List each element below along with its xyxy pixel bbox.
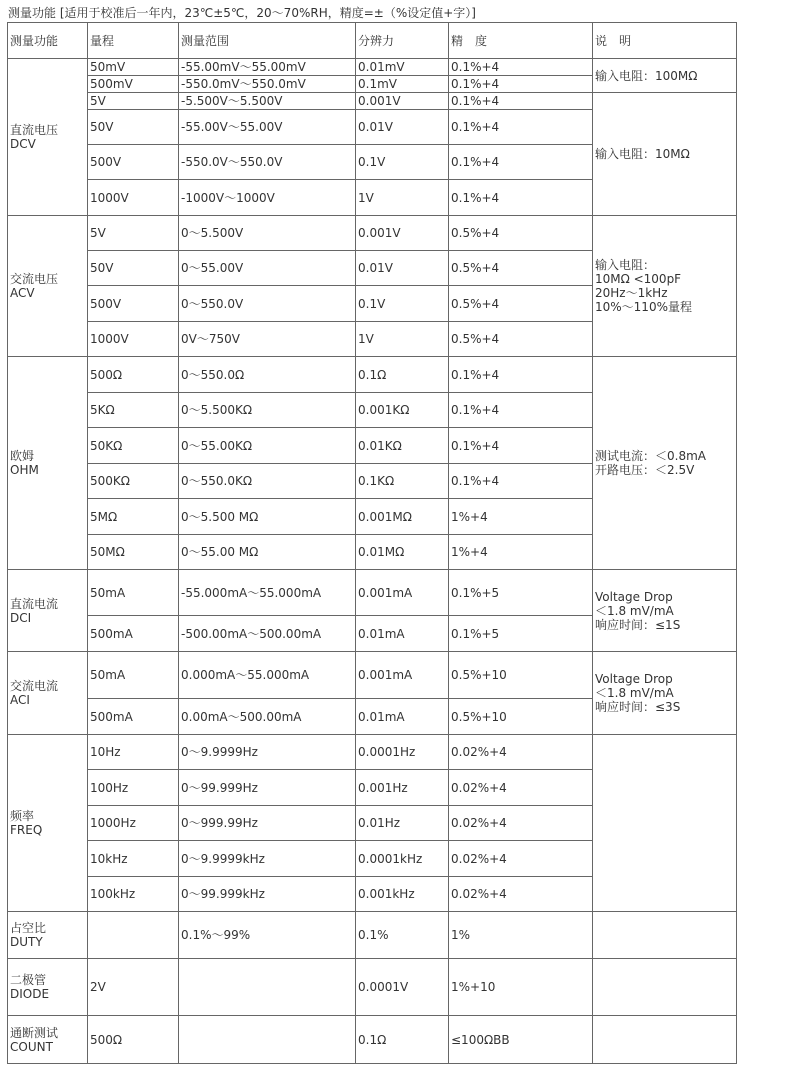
cell-measure: 0.000mA～55.000mA [179, 652, 356, 699]
table-row [8, 652, 737, 699]
dcv-note-1: 输入电阻：100MΩ [593, 59, 737, 93]
cell-resolution: 0.001V [356, 216, 449, 251]
cell-accuracy: 0.02%+4 [449, 735, 593, 770]
cell-accuracy: 0.1%+4 [449, 393, 593, 428]
cell-measure: 0～99.999Hz [179, 770, 356, 806]
cell-range: 2V [88, 959, 179, 1016]
table-caption: 测量功能 [适用于校准后一年内，23℃±5℃，20～70%RH，精度=±（%设定值+字）] [8, 6, 476, 20]
cell-notes [593, 912, 737, 959]
cell-notes [593, 1016, 737, 1064]
duty-name-cn: 占空比 [10, 921, 47, 935]
cell-accuracy: 0.5%+4 [449, 216, 593, 251]
cell-accuracy: 0.5%+4 [449, 322, 593, 357]
cell-accuracy: 1% [449, 912, 593, 959]
cell-resolution: 0.0001kHz [356, 841, 449, 877]
header-function: 测量功能 [8, 23, 88, 59]
ohm-name-cn: 欧姆 [10, 449, 35, 463]
cell-measure: -1000V～1000V [179, 180, 356, 216]
cell-resolution: 0.0001V [356, 959, 449, 1016]
cell-resolution: 0.01KΩ [356, 428, 449, 464]
cell-measure: 0～5.500KΩ [179, 393, 356, 428]
cell-range: 50MΩ [88, 535, 179, 570]
ohm-name-en: OHM [10, 463, 39, 477]
cell-range: 5KΩ [88, 393, 179, 428]
acv-note-line: 输入电阻： [595, 258, 656, 272]
cell-accuracy: ≤100ΩBB [449, 1016, 593, 1064]
cell-resolution: 0.1Ω [356, 1016, 449, 1064]
cell-accuracy: 1%+10 [449, 959, 593, 1016]
cell-range: 5V [88, 93, 179, 110]
cell-resolution: 0.1mV [356, 76, 449, 93]
header-accuracy: 精 度 [449, 23, 593, 59]
cell-resolution: 0.1V [356, 145, 449, 180]
cell-range: 500KΩ [88, 464, 179, 499]
cell-accuracy: 0.1%+4 [449, 357, 593, 393]
cell-range: 500V [88, 145, 179, 180]
aci-note-line: 响应时间：≤3S [595, 700, 681, 714]
acv-name-en: ACV [10, 286, 35, 300]
cell-measure: -500.00mA～500.00mA [179, 616, 356, 652]
table-row [8, 735, 737, 770]
cell-resolution: 1V [356, 180, 449, 216]
aci-note-line: Voltage Drop [595, 672, 673, 686]
dci-note-line: 响应时间：≤1S [595, 617, 681, 632]
cell-range: 50V [88, 251, 179, 286]
dci-name-en: DCI [10, 610, 32, 625]
spec-table [7, 22, 737, 1064]
cell-accuracy: 0.1%+4 [449, 145, 593, 180]
diode-label [8, 959, 88, 1016]
cell-accuracy: 0.02%+4 [449, 877, 593, 912]
cell-accuracy: 0.1%+5 [449, 570, 593, 616]
cell-resolution: 0.01V [356, 110, 449, 145]
ohm-note-line: 测试电流：＜0.8mA [595, 449, 706, 463]
table-row [8, 93, 737, 110]
cell-range: 1000Hz [88, 806, 179, 841]
cell-resolution: 0.001Hz [356, 770, 449, 806]
cell-accuracy: 0.02%+4 [449, 770, 593, 806]
cell-measure: 0.00mA～500.00mA [179, 699, 356, 735]
cell-accuracy: 0.5%+4 [449, 286, 593, 322]
header-measure: 测量范围 [179, 23, 356, 59]
cell-range: 10Hz [88, 735, 179, 770]
dcv-note-2: 输入电阻：10MΩ [593, 93, 737, 216]
ohm-note-line: 开路电压：＜2.5V [595, 463, 695, 477]
table-row [8, 912, 737, 959]
cell-accuracy: 0.1%+4 [449, 110, 593, 145]
cell-measure: 0～55.00 MΩ [179, 535, 356, 570]
cell-accuracy: 0.1%+4 [449, 180, 593, 216]
cell-accuracy: 0.02%+4 [449, 806, 593, 841]
diode-name-cn: 二极管 [10, 973, 47, 987]
count-label [8, 1016, 88, 1064]
table-row [8, 59, 737, 76]
cell-accuracy: 0.1%+4 [449, 59, 593, 76]
cell-measure: 0～550.0Ω [179, 357, 356, 393]
dci-name-cn: 直流电流 [10, 596, 59, 611]
cell-resolution: 0.001kHz [356, 877, 449, 912]
cell-resolution: 0.0001Hz [356, 735, 449, 770]
freq-name-en: FREQ [10, 823, 43, 837]
ohm-note [593, 357, 737, 570]
cell-measure: -55.00mV～55.00mV [179, 59, 356, 76]
cell-measure: -55.000mA～55.000mA [179, 570, 356, 616]
freq-label [8, 735, 88, 912]
aci-note [593, 652, 737, 735]
cell-accuracy: 1%+4 [449, 535, 593, 570]
cell-accuracy: 0.5%+10 [449, 699, 593, 735]
cell-measure: 0V～750V [179, 322, 356, 357]
cell-notes [593, 959, 737, 1016]
cell-resolution: 0.01mA [356, 616, 449, 652]
cell-resolution: 0.001KΩ [356, 393, 449, 428]
cell-range: 5V [88, 216, 179, 251]
cell-measure: 0～55.00KΩ [179, 428, 356, 464]
cell-measure: 0～999.99Hz [179, 806, 356, 841]
cell-resolution: 0.001MΩ [356, 499, 449, 535]
cell-accuracy: 0.5%+10 [449, 652, 593, 699]
dcv-name-cn: 直流电压 [10, 123, 59, 137]
aci-note-line: ＜1.8 mV/mA [595, 686, 674, 700]
cell-range: 100kHz [88, 877, 179, 912]
cell-measure: -550.0V～550.0V [179, 145, 356, 180]
cell-range: 500Ω [88, 1016, 179, 1064]
cell-measure: 0～55.00V [179, 251, 356, 286]
dcv-name-en: DCV [10, 137, 36, 151]
cell-accuracy: 0.1%+4 [449, 464, 593, 499]
cell-measure: 0～550.0KΩ [179, 464, 356, 499]
cell-accuracy: 0.1%+4 [449, 93, 593, 110]
cell-resolution: 0.01Hz [356, 806, 449, 841]
cell-range: 500mV [88, 76, 179, 93]
cell-resolution: 0.1KΩ [356, 464, 449, 499]
cell-measure: 0～550.0V [179, 286, 356, 322]
aci-name-cn: 交流电流 [10, 679, 59, 693]
freq-note [593, 735, 737, 912]
header-range: 量程 [88, 23, 179, 59]
cell-measure: 0～99.999kHz [179, 877, 356, 912]
cell-resolution: 0.01V [356, 251, 449, 286]
acv-note-line: 10%～110%量程 [595, 300, 692, 314]
cell-range: 50mA [88, 652, 179, 699]
dci-note-line: ＜1.8 mV/mA [595, 603, 674, 618]
cell-accuracy: 0.02%+4 [449, 841, 593, 877]
dci-label [8, 570, 88, 652]
cell-range: 50mV [88, 59, 179, 76]
cell-resolution: 0.01MΩ [356, 535, 449, 570]
acv-note-line: 20Hz～1kHz [595, 286, 668, 300]
table-row [8, 357, 737, 393]
cell-measure: -5.500V～5.500V [179, 93, 356, 110]
acv-label [8, 216, 88, 357]
cell-measure: 0～5.500 MΩ [179, 499, 356, 535]
cell-measure: 0～9.9999kHz [179, 841, 356, 877]
diode-name-en: DIODE [10, 987, 50, 1001]
acv-name-cn: 交流电压 [10, 272, 59, 286]
table-row [8, 1016, 737, 1064]
cell-range: 1000V [88, 322, 179, 357]
count-name-cn: 通断测试 [10, 1025, 59, 1040]
cell-range: 500Ω [88, 357, 179, 393]
cell-measure: 0.1%～99% [179, 912, 356, 959]
cell-resolution: 0.1Ω [356, 357, 449, 393]
cell-range: 50V [88, 110, 179, 145]
cell-resolution: 0.01mA [356, 699, 449, 735]
cell-range: 500V [88, 286, 179, 322]
dcv-label [8, 59, 88, 216]
cell-resolution: 0.1% [356, 912, 449, 959]
cell-range: 10kHz [88, 841, 179, 877]
cell-range: 50mA [88, 570, 179, 616]
header-notes: 说 明 [593, 23, 737, 59]
cell-range: 1000V [88, 180, 179, 216]
cell-range: 5MΩ [88, 499, 179, 535]
table-row [8, 570, 737, 616]
cell-range: 50KΩ [88, 428, 179, 464]
cell-measure: 0～5.500V [179, 216, 356, 251]
header-row [8, 23, 737, 59]
acv-note [593, 216, 737, 357]
cell-accuracy: 0.1%+4 [449, 76, 593, 93]
cell-resolution: 0.001mA [356, 652, 449, 699]
cell-resolution: 0.001V [356, 93, 449, 110]
cell-measure [179, 959, 356, 1016]
duty-name-en: DUTY [10, 935, 43, 949]
cell-accuracy: 1%+4 [449, 499, 593, 535]
dci-note-line: Voltage Drop [595, 589, 673, 604]
header-resolution: 分辨力 [356, 23, 449, 59]
count-name-en: COUNT [10, 1039, 53, 1054]
cell-resolution: 0.1V [356, 286, 449, 322]
cell-resolution: 0.01mV [356, 59, 449, 76]
duty-label [8, 912, 88, 959]
cell-accuracy: 0.1%+4 [449, 428, 593, 464]
cell-range: 500mA [88, 699, 179, 735]
cell-resolution: 0.001mA [356, 570, 449, 616]
cell-measure [179, 1016, 356, 1064]
table-row [8, 216, 737, 251]
acv-note-line: 10MΩ <100pF [595, 272, 682, 286]
cell-range [88, 912, 179, 959]
table-row [8, 959, 737, 1016]
cell-measure: -550.0mV～550.0mV [179, 76, 356, 93]
ohm-label [8, 357, 88, 570]
aci-label [8, 652, 88, 735]
cell-range: 500mA [88, 616, 179, 652]
cell-resolution: 1V [356, 322, 449, 357]
freq-name-cn: 频率 [10, 809, 35, 823]
cell-measure: -55.00V～55.00V [179, 110, 356, 145]
cell-accuracy: 0.1%+5 [449, 616, 593, 652]
cell-measure: 0～9.9999Hz [179, 735, 356, 770]
aci-name-en: ACI [10, 693, 30, 707]
cell-range: 100Hz [88, 770, 179, 806]
dci-note [593, 570, 737, 652]
cell-accuracy: 0.5%+4 [449, 251, 593, 286]
